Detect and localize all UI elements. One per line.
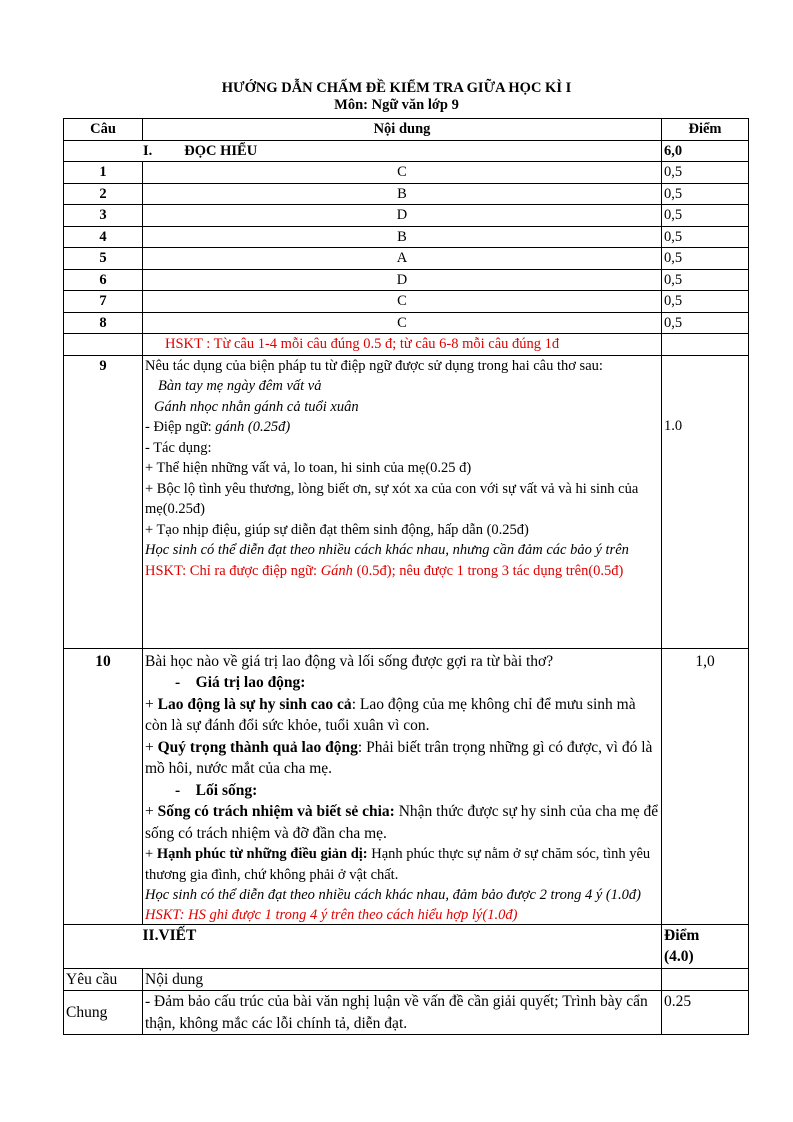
requirement-content: - Đảm bảo cấu trúc của bài văn nghị luận về vấn đề cần giải quyết; Trình bày cẩn thận, không mắc các lỗi chính tả, diễn đạt. [143,991,662,1035]
answer-key: B [143,226,662,248]
part1-row [64,140,749,162]
part2-empty-cell [64,924,143,968]
question-number: 9 [64,355,143,648]
header-noi-dung: Nội dung [143,119,662,141]
answer-row [64,183,749,205]
point-title: Sống có trách nhiệm và biết sẻ chia: [157,803,395,820]
answer-key: C [143,312,662,334]
point-text: Hạnh phúc thực sự nằm ở sự chăm sóc, tình yêu thương gia đình, chứ không phải ở vật chất. [145,846,651,883]
answer-key: C [143,162,662,184]
grading-table [63,118,749,1035]
hskt-empty-score [662,334,749,356]
question-9-row [64,355,749,648]
diep-ngu-label: - Điệp ngữ: [145,419,216,435]
point-item: + Hạnh phúc từ những điều giản dị: Hạnh phúc thực sự nằm ở sự chăm sóc, tình yêu thương gia đình, chứ không phải ở vật chất. [145,846,651,883]
answer-key: D [143,205,662,227]
answer-key: D [143,269,662,291]
title-line: HƯỚNG DẪN CHẤM ĐỀ KIỂM TRA GIỮA HỌC KÌ I [221,80,572,96]
point-item: + Quý trọng thành quả lao động: Phải biết trân trọng những gì có được, vì đó là mồ hôi, nước mắt của cha mẹ. [145,738,653,777]
answer-row [64,312,749,334]
section-heading-text: Giá trị lao động: [195,674,306,691]
answer-question: 8 [64,312,143,334]
hskt-row [64,334,749,356]
tac-dung-line: - Tác dụng: [145,439,212,456]
requirement-empty-score [662,968,749,991]
answer-row [64,269,749,291]
answer-question: 2 [64,183,143,205]
point-item: + Sống có trách nhiệm và biết sẻ chia: Nhận thức được sự hy sinh của cha mẹ để sống có trách nhiệm và đỡ đần cha mẹ. [145,803,659,842]
point-text: Nhận thức được sự hy sinh của cha mẹ để sống có trách nhiệm và đỡ đần cha mẹ. [145,803,659,842]
question-text: Nêu tác dụng của biện pháp tu từ điệp ngữ được sử dụng trong hai câu thơ sau: [145,357,603,374]
answer-score: 0,5 [662,312,749,334]
answer-score: 0,5 [662,162,749,184]
hskt-note [145,561,659,582]
effect-item: + Thể hiện những vất vả, lo toan, hi sinh của mẹ(0.25 đ) [145,460,472,476]
answer-score: 0,5 [662,205,749,227]
answer-question: 7 [64,291,143,313]
scoring-note: Học sinh có thể diễn đạt theo nhiều cách khác nhau, nhưng cần đảm các bảo ý trên [145,542,629,558]
scoring-note: Học sinh có thể diễn đạt theo nhiều cách khác nhau, đảm bảo được 2 trong 4 ý (1.0đ) [145,887,641,903]
answer-row [64,291,749,313]
requirement-score: 0.25 [662,991,749,1035]
answer-key: A [143,248,662,270]
part2-score-value: (4.0) [664,948,694,965]
diep-ngu-value: gánh (0.25đ) [215,419,291,435]
diep-ngu-line [145,417,659,438]
point-text: : Phải biết trân trọng những gì có được, vì đó là mồ hôi, nước mắt của cha mẹ. [145,738,653,777]
verse-line: Gánh nhọc nhằn gánh cả tuổi xuân [154,398,359,415]
hskt-text: (0.5đ); nêu được 1 trong 3 tác dụng trên(0.5đ) [352,562,624,579]
hskt-empty-cell [64,334,143,356]
hskt-text: HSKT: Chỉ ra được điệp ngữ: [145,562,321,579]
hskt-keyword: Gánh [320,562,353,579]
requirement-header-row [64,968,749,991]
table-header-row [64,119,749,141]
point-item: + Lao động là sự hy sinh cao cả: Lao động của mẹ không chỉ để mưu sinh mà còn là sự đánh đổi sức khỏe, tuổi xuân vì con. [145,695,636,734]
requirement-label: Chung [64,991,143,1035]
answer-question: 3 [64,205,143,227]
point-title: Hạnh phúc từ những điều giản dị: [156,846,368,862]
question-score: 1,0 [662,648,749,924]
section-heading-text: Lối sống: [195,781,258,799]
answer-key: B [143,183,662,205]
effect-item: + Bộc lộ tình yêu thương, lòng biết ơn, sự xót xa của con với sự vất vả và hi sinh của mẹ(0.25đ) [145,480,639,517]
part2-score-label: Điểm [664,926,700,944]
part2-score-cell [662,924,749,968]
hskt-note: HSKT: HS ghi được 1 trong 4 ý trên theo cách hiểu hợp lý(1.0đ) [145,906,518,923]
answer-key: C [143,291,662,313]
requirement-row [64,991,749,1035]
answer-question: 1 [64,162,143,184]
part1-heading [64,140,662,162]
answer-score: 0,5 [662,291,749,313]
part1-title: ĐỌC HIỂU [184,142,258,159]
part1-number: I. [143,142,153,159]
question-score: 1.0 [662,355,749,648]
answer-question: 4 [64,226,143,248]
point-text: : Lao động của mẹ không chỉ để mưu sinh mà còn là sự đánh đổi sức khỏe, tuổi xuân vì con. [145,695,636,734]
answer-row [64,248,749,270]
question-text: Bài học nào về giá trị lao động và lối sống được gợi ra từ bài thơ? [145,652,554,670]
hskt-note: HSKT : Từ câu 1-4 mỗi câu đúng 0.5 đ; từ câu 6-8 mỗi câu đúng 1đ [143,334,662,356]
part2-title: II.VIẾT [143,924,662,968]
answer-row [64,162,749,184]
question-9-content [143,355,662,648]
requirement-header: Yêu cầu [64,968,143,991]
answer-question: 6 [64,269,143,291]
content-header: Nội dung [143,968,662,991]
header-diem: Điểm [662,119,749,141]
answer-score: 0,5 [662,183,749,205]
question-10-content [143,648,662,924]
document-title [0,80,793,114]
section-heading: - Giá trị lao động: [175,674,306,691]
answer-row [64,226,749,248]
answer-score: 0,5 [662,226,749,248]
answer-score: 0,5 [662,269,749,291]
point-title: Quý trọng thành quả lao động [157,738,358,756]
answer-row [64,205,749,227]
verse-line: Bàn tay mẹ ngày đêm vất vả [158,378,322,394]
question-number: 10 [64,648,143,924]
part2-row [64,924,749,968]
effect-item: + Tạo nhịp điệu, giúp sự diễn đạt thêm sinh động, hấp dẫn (0.25đ) [145,521,529,538]
question-10-row [64,648,749,924]
header-cau: Câu [64,119,143,141]
part1-score: 6,0 [662,140,749,162]
section-heading: - Lối sống: [175,781,258,799]
answer-question: 5 [64,248,143,270]
point-title: Lao động là sự hy sinh cao cả [157,695,352,713]
answer-score: 0,5 [662,248,749,270]
subtitle-line: Môn: Ngữ văn lớp 9 [334,97,459,113]
